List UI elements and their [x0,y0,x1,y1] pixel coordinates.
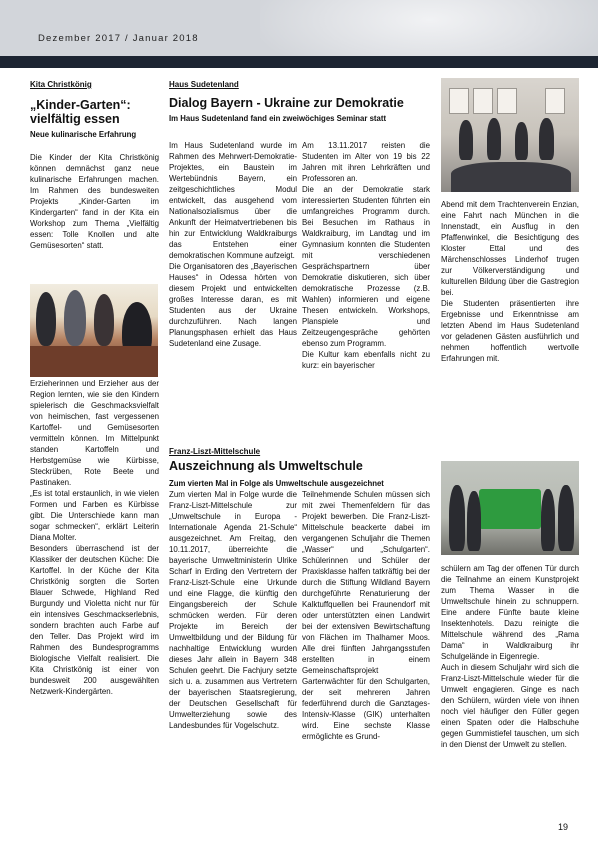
schule-paragraph: schülern am Tag der offenen Tür durch die Teilnahme an einem Kunstprojekt zum Thema Wasser in die Umweltschule hinein zu schnuppern. Eine andere Fünfte baute kleine Insektenhotels. Dazu reinigte die Mittelschule während des „Rama Dama“ in Waldkraiburg ihr Schulgelände in Eigenregie. [441,564,579,661]
article-title-schule: Auszeichnung als Umweltschule [169,459,363,473]
table-with-vegetables [30,346,158,377]
section-label-sudetenland: Haus Sudetenland [169,80,239,89]
sudetenland-paragraph: Die Kultur kam ebenfalls nicht zu kurz: ein bayerischer [302,349,430,370]
photo-seminar [441,78,579,192]
sudetenland-column-1 [169,141,297,350]
article-subtitle-kita: Neue kulinarische Erfahrung [30,130,137,139]
header-bar [0,56,598,68]
person [459,120,473,160]
schule-column-3 [441,564,579,751]
sudetenland-paragraph: Die Studenten präsentierten ihre Ergebnisse und Erkenntnisse am letzten Abend im Haus Sudetenland vor geladenen Gästen ausführlich und nehmen hoffentlich wertvolle Erfahrungen mit. [441,298,579,363]
page-header [0,0,598,56]
sudetenland-column-3 [441,200,579,365]
person [449,485,465,551]
person [539,118,554,160]
person [94,294,114,346]
person [541,489,555,551]
poster [449,88,469,114]
kita-column-bottom [30,379,159,698]
schule-column-1 [169,490,297,732]
person [467,491,481,551]
page-number: 19 [558,822,569,832]
photo-cooking-workshop [30,284,158,377]
title-line-1: „Kinder-Garten“: [30,98,131,112]
article-subtitle-schule: Zum vierten Mal in Folge als Umweltschule ausgezeichnet [169,479,384,488]
eco-school-flag [479,489,541,529]
article-title-kita [30,98,160,126]
header-decoration [260,0,598,56]
article-subtitle-sudetenland: Im Haus Sudetenland fand ein zweiwöchiges Seminar statt [169,114,387,123]
kita-paragraph: Erzieherinnen und Erzieher aus der Region lernten, wie sie den Kindern spielerisch die Geschmacksvielfalt von heimischen, fast vergessenen Kartoffel- und Gemüsesorten vermitteln können. Im Mittelpunkt standen Kartoffeln und Herbstgemüse wie Kürbisse, Steckrüben, Rote Beete und Pastinaken. [30,379,159,487]
person [558,485,574,551]
schule-paragraph: Auch in diesem Schuljahr wird sich die Franz-Liszt-Mittelschule wieder für die Umwelt engagieren. Ginge es nach den Schülern, würden viele von ihnen noch viel häufiger den Füller gegen einen Spaten oder die Halbschuhe gegen Gummistiefel tauschen, um sich in den Dienst der Umwelt zu stellen. [441,662,579,749]
sudetenland-paragraph: Die Organisatoren des „Bayerischen Hauses“ in Odessa hörten von diesem Projekt und entwickelten großes Interesse daran, es mit Studenten aus der Ukraine durchzuführen. Nach langen Planungsphasen erhielt das Haus Sudetenland eine Zusage. [169,261,297,348]
sudetenland-paragraph: Die an der Demokratie stark interessierten Studenten führten ein umfangreiches Programm durch. Bei Besuchen im Rathaus in Waldkraiburg, im Landtag und im Gymnasium konnten die Studenten mit verschiedenen Gesprächspartnern über Demokratie diskutieren, sich über demokratische Prozesse (z.B. Wahlen) informieren und eigene Thesen entwickeln. Workshops, Planspiele und Zeitzeugengespräche gehörten ebenso zum Programm. [302,184,430,348]
schule-column-2 [302,490,430,743]
article-title-sudetenland: Dialog Bayern - Ukraine zur Demokratie [169,96,404,110]
sudetenland-paragraph: Im Haus Sudetenland wurde im Rahmen des Mehrwert-Demokratie-Projektes, ein Baustein im Wertebündnis Bayern, ein zeitgeschichtliches Modul entwickelt, das ausgehend vom Nationalsozialismus über die Ankunft der Heimatvertriebenen bis hin zur Entwicklung Waldkraiburgs das Entstehen einer demokratischen Kommune aufzeigt. [169,141,297,260]
person [487,118,501,160]
sudetenland-paragraph: Abend mit dem Trachtenverein Enzian, eine Fahrt nach München in die Innenstadt, ein Ausflug in den Pfaffenwinkel, die Besichtigung des Kloster Ettal und des Märchenschlosses Linderhof trugen zur Völkerverständigung und kulturellen Bildung über die Gastregion bei. [441,200,579,297]
kita-paragraph: „Es ist total erstaunlich, in wie vielen Formen und Farben es Kürbisse gibt. Die Unterschiede kann man sogar schmecken“, erklärt Leiterin Diana Molter. [30,488,159,542]
poster [545,88,565,114]
audience [451,162,571,192]
section-label-schule: Franz-Liszt-Mittelschule [169,447,261,456]
poster [473,88,493,114]
schule-paragraph: Zum vierten Mal in Folge wurde die Franz-Liszt-Mittelschule zur „Umweltschule in Europa - Internationale Agenda 21-Schule“ ausgezeichnet. Am Freitag, den 10.11.2017, überreichte die bayerische Umweltministerin Ulrike Scharf in Erding den Vertretern der Franz-Liszt-Schule eine Urkunde und eine Flagge, die künftig den Eingangsbereich der Schule schmücken werden. Für deren Projekte im Bereich der Umweltbildung und der Bildung für nachhaltige Entwicklung wurden dieses Jahr allein in Bayern 348 Schulen geehrt. Die Fachjury setzte sich u. a. zusammen aus Vertretern der bayerischen Staatsregierung, der Deutschen Gesellschaft für Umwelterziehung sowie des Landesbundes für Vogelschutz. [169,490,297,730]
photo-award-ceremony [441,461,579,555]
issue-date: Dezember 2017 / Januar 2018 [38,33,199,44]
person [64,290,86,346]
section-label-kita: Kita Christkönig [30,80,92,89]
sudetenland-column-2 [302,141,430,372]
poster [497,88,517,114]
kita-paragraph: Besonders überraschend ist der Klassiker der deutschen Küche: Die Kartoffel. In der Küche der Kita Christkönig sorgten die Sorten Blauer Schwede, Highland Red Burgundy und Violetta nicht nur für ein intensives Geschmackserlebnis, sondern brachten auch Farbe auf den Teller. Das Projekt wird im Rahmen des Bundesprogramms Biologische Vielfalt realisiert. Die Kita Christkönig ist einer von bundesweit 200 ausgewählten Netzwerk-Kindergärten. [30,543,159,696]
kita-paragraph: Die Kinder der Kita Christkönig können demnächst ganz neue kulinarische Erfahrungen machen. Im Rahmen des bundesweiten Projekts „Kinder-Garten im Kindergarten“ fand in der Kita ein Workshop zum Thema „Vielfältig essen: Tolle Knollen und alte Gemüsesorten“ statt. [30,153,159,250]
kita-column-top [30,153,159,252]
person [515,122,528,160]
sudetenland-paragraph: Am 13.11.2017 reisten die Studenten im Alter von 19 bis 22 Jahren mit ihren Lehrkräften und Professoren an. [302,141,430,183]
person [36,292,56,346]
schule-paragraph: Teilnehmende Schulen müssen sich mit zwei Themenfeldern für das Projekt bewerben. Die Franz-Liszt-Mittelschule beackerte dabei im vergangenen Schuljahr die Themen „Wasser“ und „Schulgarten“. Schülerinnen und Schüler der Praxisklasse halfen tatkräftig bei der durch die Stiftung Wildland Bayern durchgeführte Renaturierung der Kalktuffquellen bei Fraunendorf mit oder unterstützten einen Landwirt bei der extensiven Bewirtschaftung von Flächen im Thalhamer Moos. Alle drei fünften Jahrgangsstufen erstellten in einem Gemeinschaftsprojekt Gartenwächter für den Schulgarten, der seit mehreren Jahren federführend durch die Ganztages-Intensiv-Klasse (GIK) unterhalten wird. Eine sechste Klasse ermöglichte es Grund- [302,490,430,741]
title-line-2: vielfältig essen [30,112,120,126]
